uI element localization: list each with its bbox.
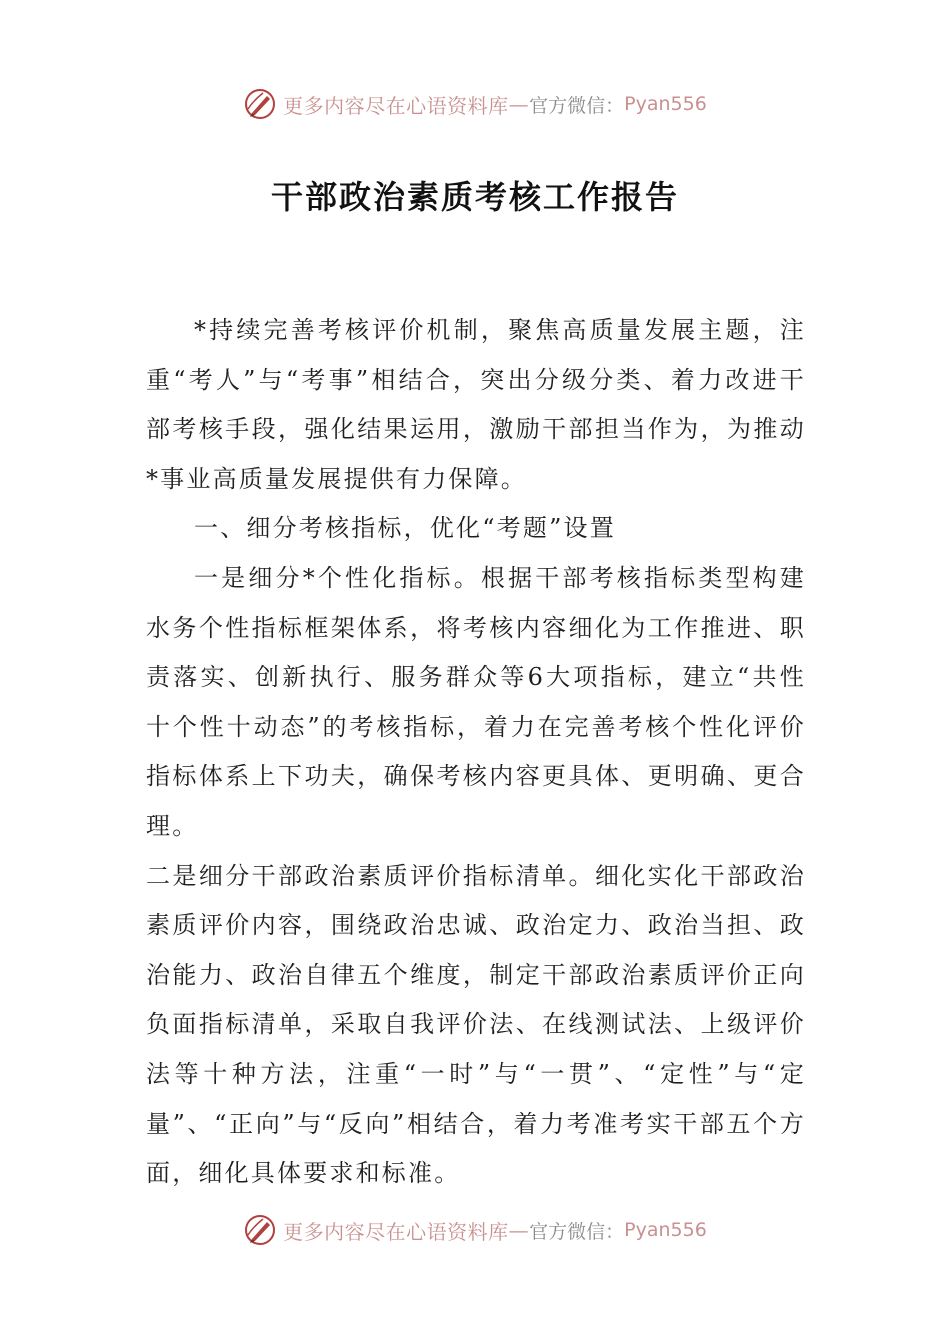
paragraph-intro: *持续完善考核评价机制，聚焦高质量发展主题，注重“考人”与“考事”相结合，突出分级分类、着力改进干部考核手段，强化结果运用，激励干部担当作为，为推动*事业高质量发展提供有力保障。 — [146, 316, 806, 493]
banner-dash: — — [508, 1218, 530, 1242]
header-banner — [0, 82, 950, 126]
paragraph-point-2: 二是细分干部政治素质评价指标清单。细化实化干部政治素质评价内容，围绕政治忠诚、政治定力、政治当担、政治能力、政治自律五个维度，制定干部政治素质评价正向负面指标清单，采取自我评价法、在线测试法、上级评价法等十种方法，注重“一时”与“一贯”、“定性”与“定量”、“正向”与“反向”相结合，着力考准考实干部五个方面，细化具体要求和标准。 — [146, 861, 806, 1188]
footer-banner — [0, 1208, 950, 1252]
document-title: 干部政治素质考核工作报告 — [270, 178, 679, 216]
banner-sub-text: 官方微信： — [529, 1220, 625, 1243]
paragraph-point-1: 一是细分*个性化指标。根据干部考核指标类型构建水务个性指标框架体系，将考核内容细化为工作推进、职责落实、创新执行、服务群众等6大项指标，建立“共性十个性十动态”的考核指标，着力在完善考核个性化评价指标体系上下功夫，确保考核内容更具体、更明确、更合理。 — [146, 563, 806, 840]
banner-wechat-id: Pyan556 — [624, 1219, 707, 1241]
banner-main-text: 更多内容尽在心语资料库 — [283, 1219, 509, 1244]
section-heading-1: 一、细分考核指标，优化“考题”设置 — [194, 514, 616, 543]
document-body — [146, 306, 806, 1199]
pen-logo-icon — [243, 1213, 277, 1247]
banner-main-text: 更多内容尽在心语资料库 — [283, 93, 509, 118]
pen-logo-icon — [243, 87, 277, 121]
banner-sub-text: 官方微信： — [529, 94, 625, 117]
banner-dash: — — [508, 92, 530, 116]
banner-wechat-id: Pyan556 — [624, 93, 707, 115]
